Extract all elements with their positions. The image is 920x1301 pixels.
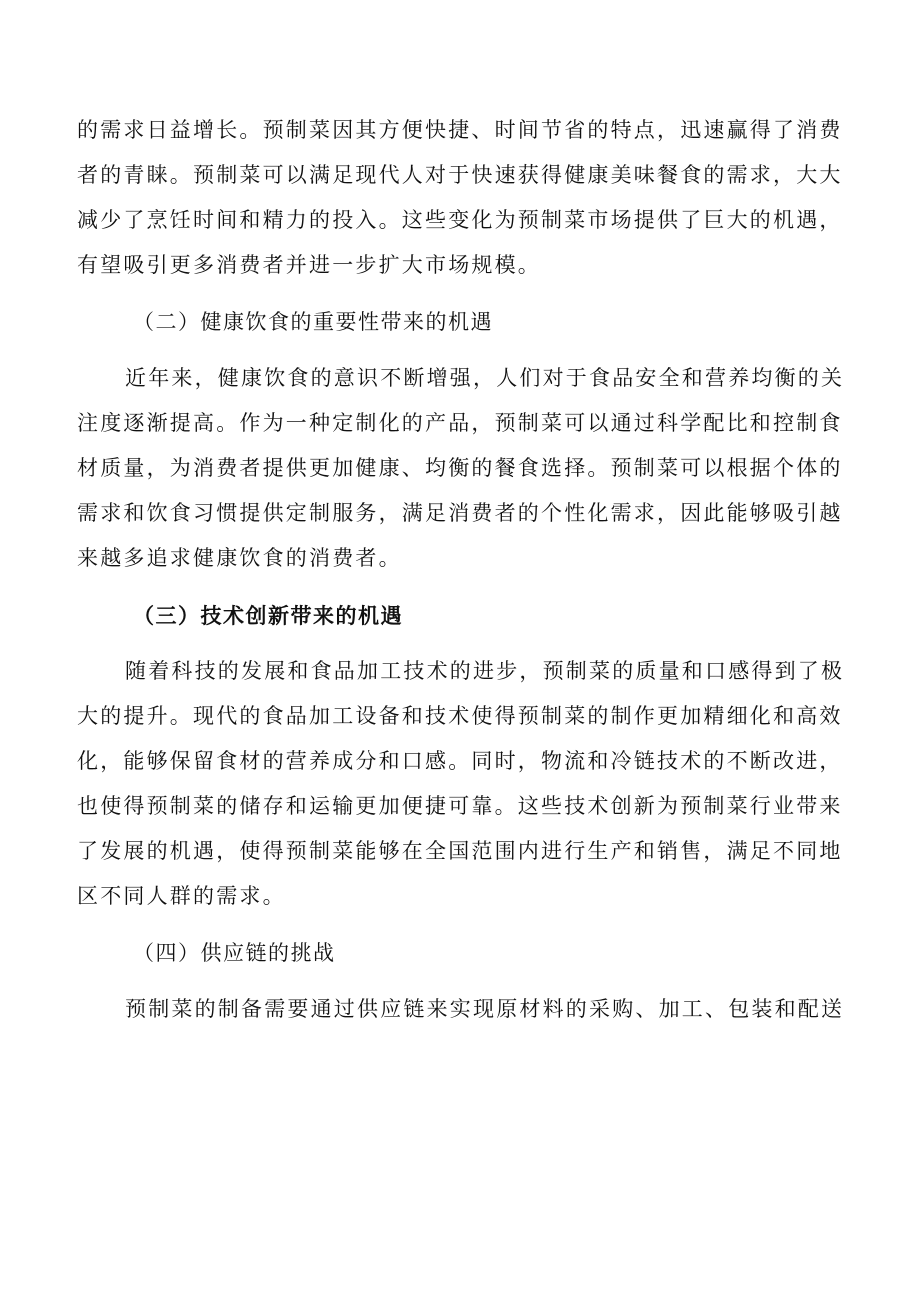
section-heading-3: （三）技术创新带来的机遇 [133,603,403,628]
text-line: 预制菜的制备需要通过供应链来实现原材料的采购、加工、包装和配送 [125,997,845,1021]
text-line: 材质量，为消费者提供更加健康、均衡的餐食选择。预制菜可以根据个体的 [77,456,843,480]
text-line: 近年来，健康饮食的意识不断增强，人们对于食品安全和营养均衡的关 [125,366,845,390]
text-line: 者的青睐。预制菜可以满足现代人对于快速获得健康美味餐食的需求，大大 [77,163,843,187]
text-line: 了发展的机遇，使得预制菜能够在全国范围内进行生产和销售，满足不同地 [77,839,843,863]
paragraph-4 [77,987,849,1032]
text-line: 的需求日益增长。预制菜因其方便快捷、时间节省的特点，迅速赢得了消费 [77,118,843,142]
paragraph-1 [77,108,849,288]
section-heading-2: （二）健康饮食的重要性带来的机遇 [133,310,493,334]
text-line: 化，能够保留食材的营养成分和口感。同时，物流和冷链技术的不断改进， [77,749,843,773]
text-line: 减少了烹饪时间和精力的投入。这些变化为预制菜市场提供了巨大的机遇， [77,208,843,232]
text-line: 有望吸引更多消费者并进一步扩大市场规模。 [77,253,541,277]
text-line: 来越多追求健康饮食的消费者。 [77,546,402,570]
text-line: 也使得预制菜的储存和运输更加便捷可靠。这些技术创新为预制菜行业带来 [77,794,843,818]
text-line: 随着科技的发展和食品加工技术的进步，预制菜的质量和口感得到了极 [125,659,845,683]
text-line: 注度逐渐提高。作为一种定制化的产品，预制菜可以通过科学配比和控制食 [77,411,843,435]
paragraph-3 [77,649,849,919]
text-line: 需求和饮食习惯提供定制服务，满足消费者的个性化需求，因此能够吸引越 [77,501,843,525]
document-body [77,108,849,1032]
section-heading-4: （四）供应链的挑战 [133,941,336,965]
paragraph-2 [77,356,849,581]
text-line: 区不同人群的需求。 [77,884,286,908]
text-line: 大的提升。现代的食品加工设备和技术使得预制菜的制作更加精细化和高效 [77,704,843,728]
